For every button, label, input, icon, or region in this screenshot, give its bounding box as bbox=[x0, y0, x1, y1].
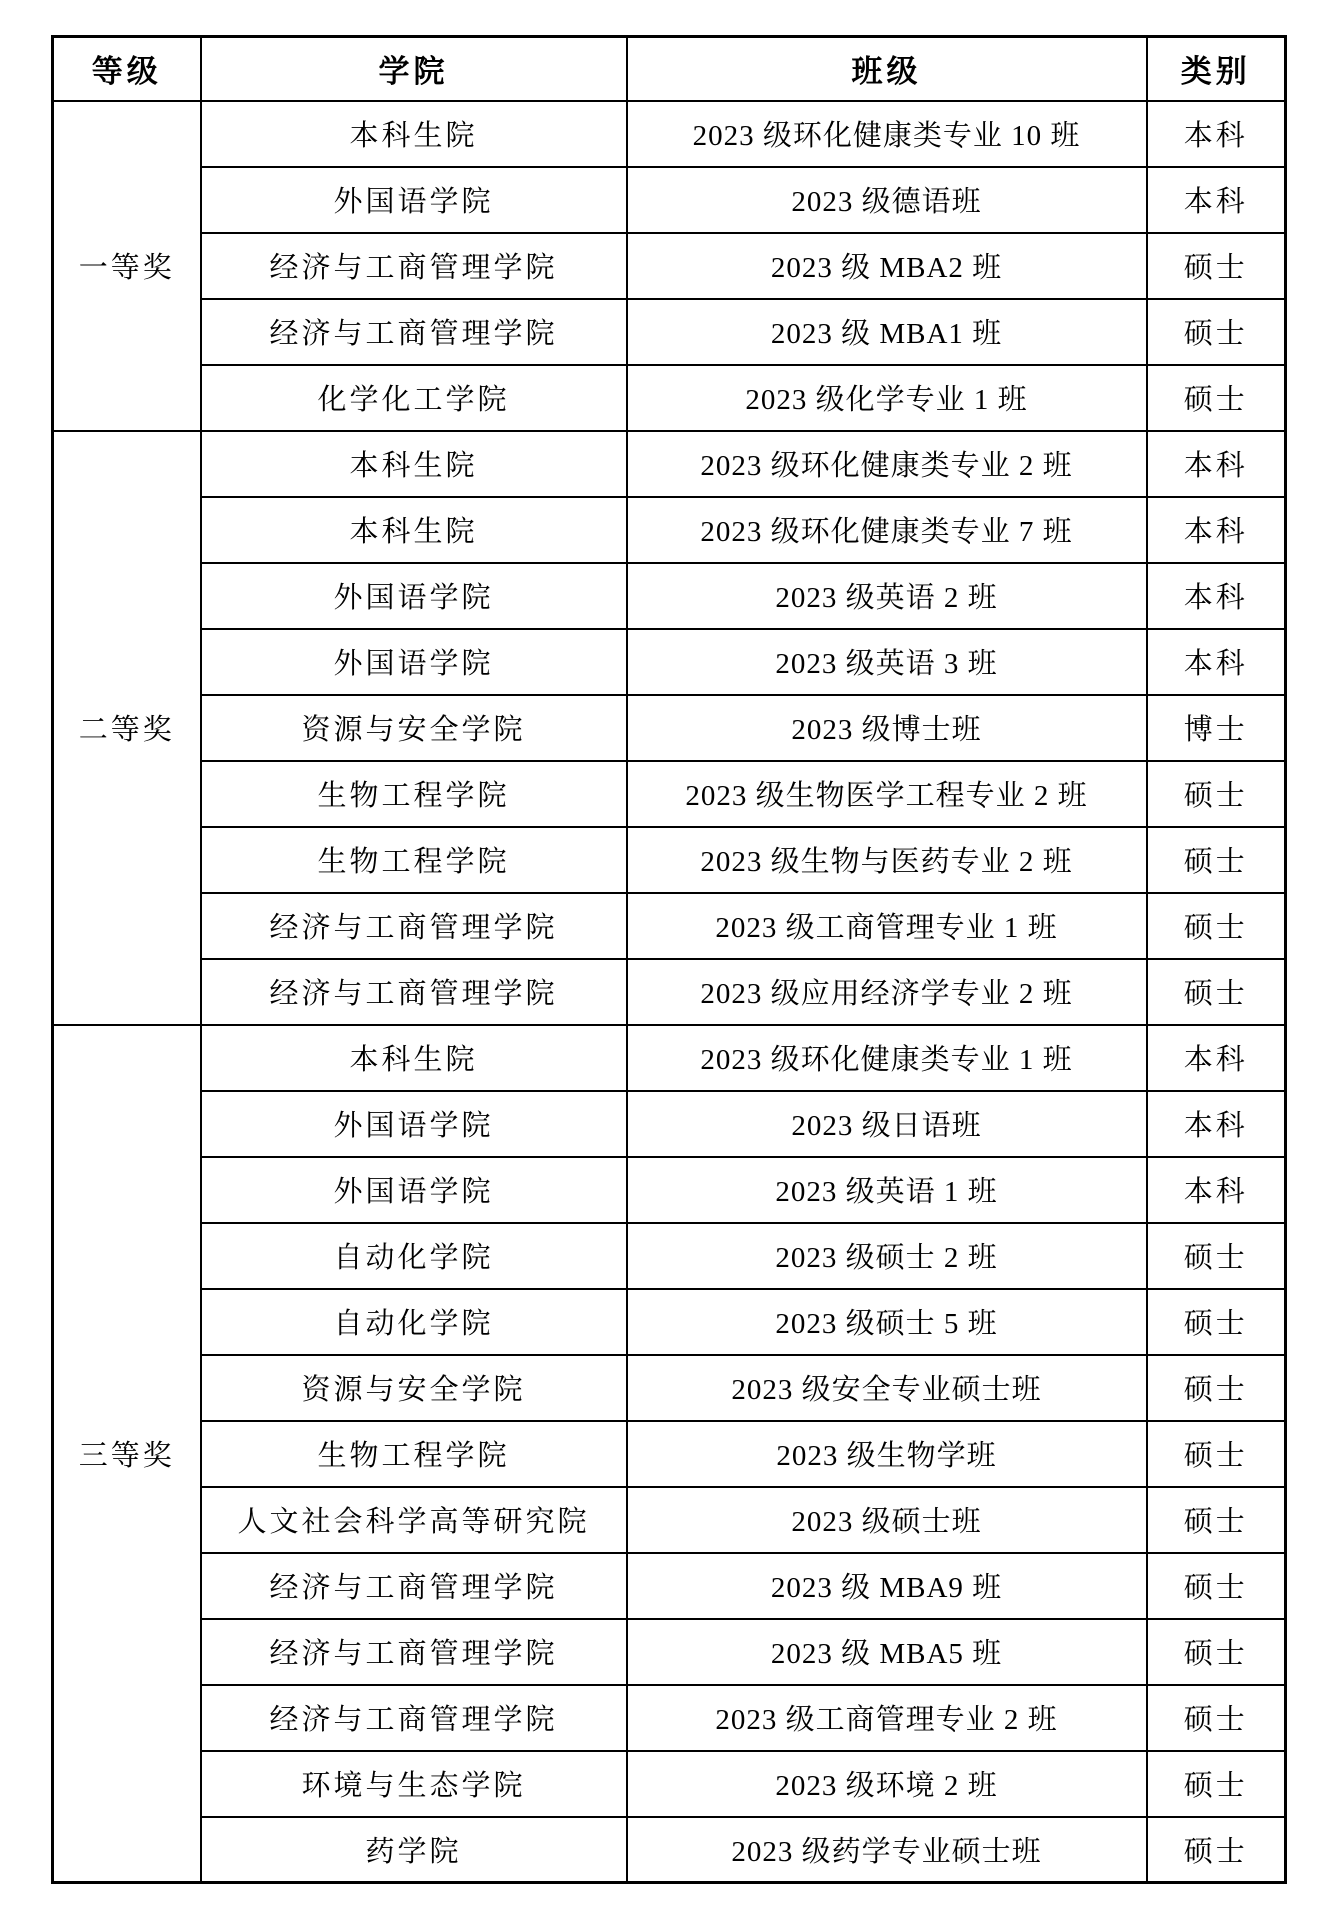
class-cell: 2023 级英语 2 班 bbox=[627, 563, 1147, 629]
college-cell: 自动化学院 bbox=[201, 1289, 627, 1355]
college-cell: 资源与安全学院 bbox=[201, 695, 627, 761]
category-cell: 硕士 bbox=[1147, 1619, 1286, 1685]
category-cell: 硕士 bbox=[1147, 233, 1286, 299]
category-cell: 硕士 bbox=[1147, 299, 1286, 365]
class-cell: 2023 级环境 2 班 bbox=[627, 1751, 1147, 1817]
college-cell: 外国语学院 bbox=[201, 167, 627, 233]
table-row bbox=[53, 1223, 1286, 1289]
college-cell: 经济与工商管理学院 bbox=[201, 959, 627, 1025]
category-cell: 硕士 bbox=[1147, 1553, 1286, 1619]
college-cell: 生物工程学院 bbox=[201, 1421, 627, 1487]
table-row bbox=[53, 1157, 1286, 1223]
category-cell: 本科 bbox=[1147, 167, 1286, 233]
table-row bbox=[53, 365, 1286, 431]
category-cell: 博士 bbox=[1147, 695, 1286, 761]
table-row bbox=[53, 1751, 1286, 1817]
class-cell: 2023 级德语班 bbox=[627, 167, 1147, 233]
class-cell: 2023 级工商管理专业 1 班 bbox=[627, 893, 1147, 959]
header-college: 学院 bbox=[201, 37, 627, 101]
college-cell: 外国语学院 bbox=[201, 629, 627, 695]
category-cell: 硕士 bbox=[1147, 1421, 1286, 1487]
college-cell: 经济与工商管理学院 bbox=[201, 1619, 627, 1685]
college-cell: 本科生院 bbox=[201, 497, 627, 563]
class-cell: 2023 级药学专业硕士班 bbox=[627, 1817, 1147, 1883]
class-cell: 2023 级环化健康类专业 2 班 bbox=[627, 431, 1147, 497]
college-cell: 化学化工学院 bbox=[201, 365, 627, 431]
category-cell: 硕士 bbox=[1147, 827, 1286, 893]
table-row bbox=[53, 233, 1286, 299]
category-cell: 硕士 bbox=[1147, 959, 1286, 1025]
class-cell: 2023 级 MBA2 班 bbox=[627, 233, 1147, 299]
class-cell: 2023 级 MBA1 班 bbox=[627, 299, 1147, 365]
table-row bbox=[53, 1091, 1286, 1157]
college-cell: 经济与工商管理学院 bbox=[201, 1685, 627, 1751]
level-cell: 三等奖 bbox=[53, 1025, 201, 1883]
college-cell: 自动化学院 bbox=[201, 1223, 627, 1289]
category-cell: 硕士 bbox=[1147, 893, 1286, 959]
category-cell: 本科 bbox=[1147, 101, 1286, 167]
category-cell: 本科 bbox=[1147, 1091, 1286, 1157]
class-cell: 2023 级日语班 bbox=[627, 1091, 1147, 1157]
college-cell: 生物工程学院 bbox=[201, 827, 627, 893]
college-cell: 本科生院 bbox=[201, 1025, 627, 1091]
category-cell: 硕士 bbox=[1147, 365, 1286, 431]
college-cell: 经济与工商管理学院 bbox=[201, 1553, 627, 1619]
college-cell: 外国语学院 bbox=[201, 1091, 627, 1157]
table-row bbox=[53, 1355, 1286, 1421]
class-cell: 2023 级生物学班 bbox=[627, 1421, 1147, 1487]
level-cell: 一等奖 bbox=[53, 101, 201, 431]
category-cell: 本科 bbox=[1147, 1157, 1286, 1223]
table-row bbox=[53, 1619, 1286, 1685]
college-cell: 药学院 bbox=[201, 1817, 627, 1883]
table-row bbox=[53, 1553, 1286, 1619]
category-cell: 硕士 bbox=[1147, 1751, 1286, 1817]
category-cell: 本科 bbox=[1147, 497, 1286, 563]
class-cell: 2023 级化学专业 1 班 bbox=[627, 365, 1147, 431]
class-cell: 2023 级生物与医药专业 2 班 bbox=[627, 827, 1147, 893]
table-row bbox=[53, 1289, 1286, 1355]
table-row bbox=[53, 299, 1286, 365]
table-row bbox=[53, 167, 1286, 233]
category-cell: 硕士 bbox=[1147, 1487, 1286, 1553]
class-cell: 2023 级工商管理专业 2 班 bbox=[627, 1685, 1147, 1751]
table-row bbox=[53, 497, 1286, 563]
class-cell: 2023 级英语 1 班 bbox=[627, 1157, 1147, 1223]
college-cell: 本科生院 bbox=[201, 101, 627, 167]
category-cell: 本科 bbox=[1147, 1025, 1286, 1091]
college-cell: 经济与工商管理学院 bbox=[201, 233, 627, 299]
category-cell: 本科 bbox=[1147, 629, 1286, 695]
category-cell: 本科 bbox=[1147, 563, 1286, 629]
class-cell: 2023 级硕士 2 班 bbox=[627, 1223, 1147, 1289]
college-cell: 环境与生态学院 bbox=[201, 1751, 627, 1817]
awards-table bbox=[51, 35, 1287, 1884]
class-cell: 2023 级博士班 bbox=[627, 695, 1147, 761]
level-cell: 二等奖 bbox=[53, 431, 201, 1025]
header-level: 等级 bbox=[53, 37, 201, 101]
category-cell: 硕士 bbox=[1147, 761, 1286, 827]
table-row bbox=[53, 1817, 1286, 1883]
table-row bbox=[53, 1421, 1286, 1487]
table-row bbox=[53, 827, 1286, 893]
college-cell: 人文社会科学高等研究院 bbox=[201, 1487, 627, 1553]
class-cell: 2023 级应用经济学专业 2 班 bbox=[627, 959, 1147, 1025]
college-cell: 资源与安全学院 bbox=[201, 1355, 627, 1421]
table-row bbox=[53, 959, 1286, 1025]
table-row bbox=[53, 1487, 1286, 1553]
class-cell: 2023 级英语 3 班 bbox=[627, 629, 1147, 695]
category-cell: 硕士 bbox=[1147, 1685, 1286, 1751]
category-cell: 本科 bbox=[1147, 431, 1286, 497]
class-cell: 2023 级 MBA5 班 bbox=[627, 1619, 1147, 1685]
table-row bbox=[53, 1685, 1286, 1751]
header-category: 类别 bbox=[1147, 37, 1286, 101]
college-cell: 外国语学院 bbox=[201, 563, 627, 629]
college-cell: 生物工程学院 bbox=[201, 761, 627, 827]
class-cell: 2023 级环化健康类专业 1 班 bbox=[627, 1025, 1147, 1091]
header-class: 班级 bbox=[627, 37, 1147, 101]
class-cell: 2023 级环化健康类专业 10 班 bbox=[627, 101, 1147, 167]
category-cell: 硕士 bbox=[1147, 1355, 1286, 1421]
category-cell: 硕士 bbox=[1147, 1289, 1286, 1355]
table-row bbox=[53, 893, 1286, 959]
category-cell: 硕士 bbox=[1147, 1817, 1286, 1883]
table-row bbox=[53, 629, 1286, 695]
table-row bbox=[53, 563, 1286, 629]
college-cell: 经济与工商管理学院 bbox=[201, 299, 627, 365]
class-cell: 2023 级生物医学工程专业 2 班 bbox=[627, 761, 1147, 827]
table-body bbox=[53, 101, 1286, 1883]
table-header bbox=[53, 37, 1286, 101]
class-cell: 2023 级硕士班 bbox=[627, 1487, 1147, 1553]
college-cell: 经济与工商管理学院 bbox=[201, 893, 627, 959]
table-row bbox=[53, 101, 1286, 167]
class-cell: 2023 级安全专业硕士班 bbox=[627, 1355, 1147, 1421]
college-cell: 外国语学院 bbox=[201, 1157, 627, 1223]
college-cell: 本科生院 bbox=[201, 431, 627, 497]
table-row bbox=[53, 761, 1286, 827]
category-cell: 硕士 bbox=[1147, 1223, 1286, 1289]
table-row bbox=[53, 695, 1286, 761]
table-row bbox=[53, 431, 1286, 497]
class-cell: 2023 级 MBA9 班 bbox=[627, 1553, 1147, 1619]
table-row bbox=[53, 1025, 1286, 1091]
class-cell: 2023 级硕士 5 班 bbox=[627, 1289, 1147, 1355]
header-row bbox=[53, 37, 1286, 101]
class-cell: 2023 级环化健康类专业 7 班 bbox=[627, 497, 1147, 563]
